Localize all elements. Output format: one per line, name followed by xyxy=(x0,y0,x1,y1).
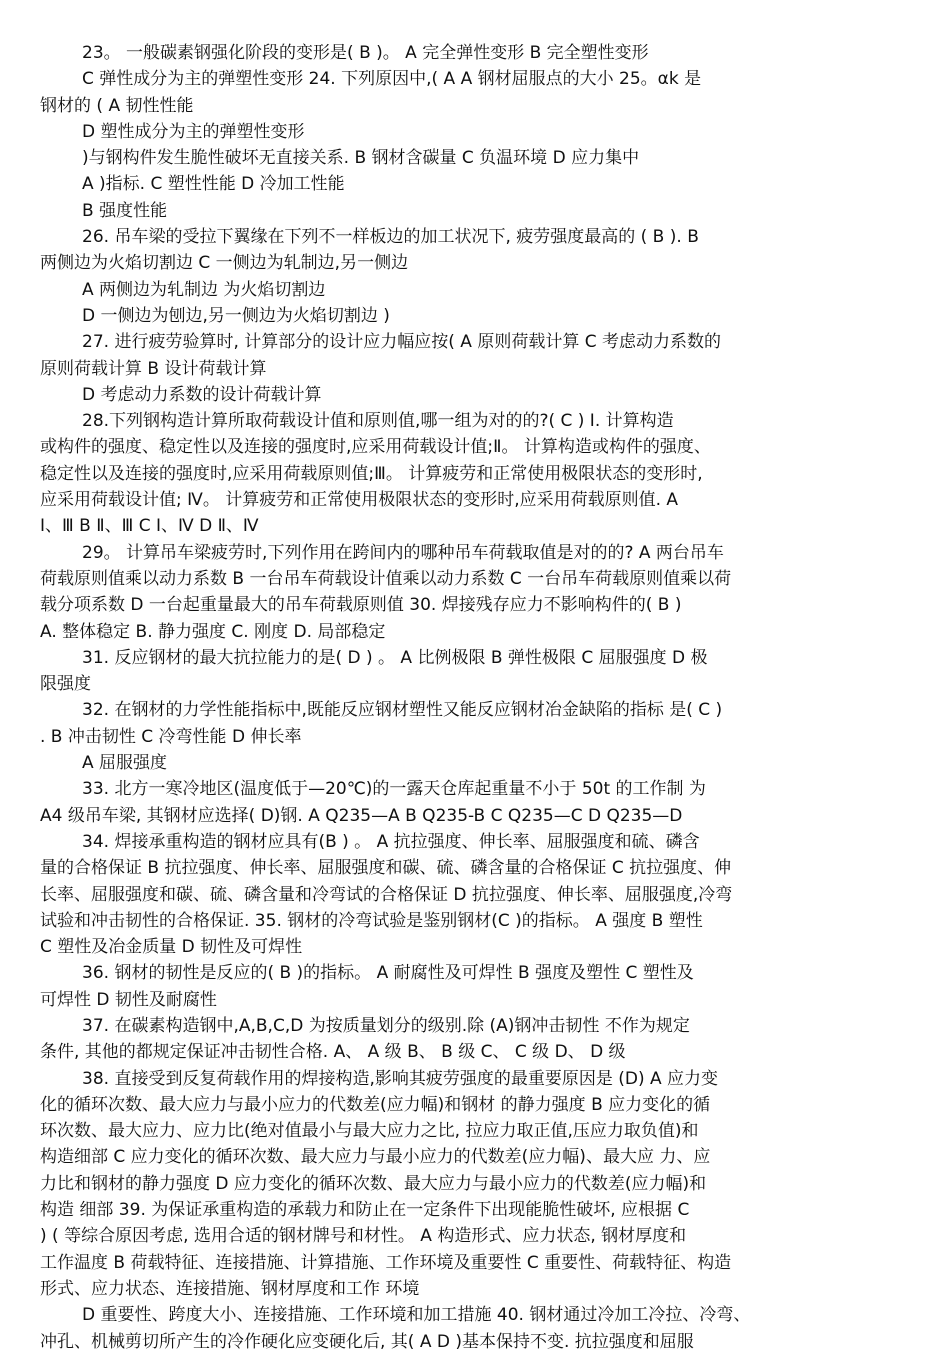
text-line: 钢材的 ( A 韧性性能 xyxy=(40,95,194,116)
text-line: 36. 钢材的韧性是反应的( B )的指标。 A 耐腐性及可焊性 B 强度及塑性 C 塑性及 xyxy=(82,963,694,984)
text-line: 原则荷载计算 B 设计荷载计算 xyxy=(40,358,267,379)
text-line: 32. 在钢材的力学性能指标中,既能反应钢材塑性又能反应钢材冶金缺陷的指标 是( C ) xyxy=(82,700,723,721)
text-line: 37. 在碳素构造钢中,A,B,C,D 为按质量划分的级别.除 (A)钢冲击韧性 不作为规定 xyxy=(82,1015,690,1036)
text-line: 化的循环次数、最大应力与最小应力的代数差(应力幅)和钢材 的静力强度 B 应力变化的循 xyxy=(40,1094,711,1115)
text-line: 29。 计算吊车梁疲劳时,下列作用在跨间内的哪种吊车荷载取值是对的的? A 两台吊车 xyxy=(82,542,724,563)
text-line: A 屈服强度 xyxy=(82,753,168,774)
text-line: 条件, 其他的都规定保证冲击韧性合格. A、 A 级 B、 B 级 C、 C 级 D、 D 级 xyxy=(40,1042,626,1063)
text-line: A )指标. C 塑性性能 D 冷加工性能 xyxy=(82,174,345,195)
text-line: D 一侧边为刨边,另一侧边为火焰切割边 ) xyxy=(82,305,390,326)
text-line: Ⅰ、Ⅲ B Ⅱ、Ⅲ C Ⅰ、Ⅳ D Ⅱ、Ⅳ xyxy=(40,516,259,537)
text-line: ) ( 等综合原因考虑, 选用合适的钢材牌号和材性。 A 构造形式、应力状态, 钢材厚度和 xyxy=(40,1226,687,1247)
text-line: A. 整体稳定 B. 静力强度 C. 刚度 D. 局部稳定 xyxy=(40,621,386,642)
text-line: C 塑性及冶金质量 D 韧性及可焊性 xyxy=(40,937,303,958)
text-line: 构造细部 C 应力变化的循环次数、最大应力与最小应力的代数差(应力幅)、最大应 力、应 xyxy=(40,1147,711,1168)
text-line: 应采用荷载设计值; Ⅳ。 计算疲劳和正常使用极限状态的变形时,应采用荷载原则值. A xyxy=(40,490,679,511)
text-line: 28.下列钢构造计算所取荷载设计值和原则值,哪一组为对的的?( C ) Ⅰ. 计算构造 xyxy=(82,411,674,432)
document-body xyxy=(40,40,900,1355)
text-line: 稳定性以及连接的强度时,应采用荷载原则值;Ⅲ。 计算疲劳和正常使用极限状态的变形时, xyxy=(40,463,703,484)
text-line: 载分项系数 D 一台起重量最大的吊车荷载原则值 30. 焊接残存应力不影响构件的( B ) xyxy=(40,595,682,616)
text-line: D 塑性成分为主的弹塑性变形 xyxy=(82,121,305,142)
text-line: 31. 反应钢材的最大抗拉能力的是( D ) 。 A 比例极限 B 弹性极限 C 屈服强度 D 极 xyxy=(82,647,708,668)
text-line: 26. 吊车梁的受拉下翼缘在下列不一样板边的加工状况下, 疲劳强度最高的 ( B ). B xyxy=(82,227,699,248)
text-line: 荷载原则值乘以动力系数 B 一台吊车荷载设计值乘以动力系数 C 一台吊车荷载原则值乘以荷 xyxy=(40,568,732,589)
text-line: 限强度 xyxy=(40,674,91,695)
text-line: 力比和钢材的静力强度 D 应力变化的循环次数、最大应力与最小应力的代数差(应力幅)和 xyxy=(40,1173,707,1194)
text-line: 工作温度 B 荷载特征、连接措施、计算措施、工作环境及重要性 C 重要性、荷载特征、构造 xyxy=(40,1252,732,1273)
text-line: 长率、屈服强度和碳、硫、磷含量和冷弯试的合格保证 D 抗拉强度、伸长率、屈服强度,冷弯 xyxy=(40,884,733,905)
text-line: 试验和冲击韧性的合格保证. 35. 钢材的冷弯试验是鉴别钢材(C )的指标。 A 强度 B 塑性 xyxy=(40,910,703,931)
text-line: 23。 一般碳素钢强化阶段的变形是( B )。 A 完全弹性变形 B 完全塑性变形 xyxy=(82,43,649,63)
text-line: 冲孔、机械剪切所产生的冷作硬化应变硬化后, 其( A D )基本保持不变. 抗拉强度和屈服 xyxy=(40,1331,694,1352)
text-line: 或构件的强度、稳定性以及连接的强度时,应采用荷载设计值;Ⅱ。 计算构造或构件的强度、 xyxy=(40,437,711,458)
text-line: B 强度性能 xyxy=(82,200,168,221)
text-line: 可焊性 D 韧性及耐腐性 xyxy=(40,989,217,1010)
text-line: D 重要性、跨度大小、连接措施、工作环境和加工措施 40. 钢材通过冷加工冷拉、冷弯、 xyxy=(82,1305,751,1326)
text-line: A 两侧边为轧制边 为火焰切割边 xyxy=(82,279,326,300)
text-line: A4 级吊车梁, 其钢材应选择( D)钢. A Q235—A B Q235-B C Q235—C D Q235—D xyxy=(40,805,683,826)
text-line: 33. 北方一寒冷地区(温度低于—20℃)的一露天仓库起重量不小于 50t 的工作制 为 xyxy=(82,779,706,800)
text-line: )与钢构件发生脆性破坏无直接关系. B 钢材含碳量 C 负温环境 D 应力集中 xyxy=(82,148,640,169)
text-line: 27. 进行疲劳验算时, 计算部分的设计应力幅应按( A 原则荷载计算 C 考虑动力系数的 xyxy=(82,332,721,353)
text-line: 环次数、最大应力、应力比(绝对值最小与最大应力之比, 拉应力取正值,压应力取负值)和 xyxy=(40,1121,699,1142)
text-line: . B 冲击韧性 C 冷弯性能 D 伸长率 xyxy=(40,726,302,747)
text-line: 两侧边为火焰切割边 C 一侧边为轧制边,另一侧边 xyxy=(40,253,409,274)
text-line: C 弹性成分为主的弹塑性变形 24. 下列原因中,( A A 钢材屈服点的大小 25。αk 是 xyxy=(82,69,702,90)
text-line: 34. 焊接承重构造的钢材应具有(B ) 。 A 抗拉强度、伸长率、屈服强度和硫、磷含 xyxy=(82,831,700,852)
text-line: 构造 细部 39. 为保证承重构造的承载力和防止在一定条件下出现能脆性破坏, 应根据 C xyxy=(40,1200,690,1221)
text-line: 38. 直接受到反复荷载作用的焊接构造,影响其疲劳强度的最重要原因是 (D) A 应力变 xyxy=(82,1068,719,1089)
text-line: 量的合格保证 B 抗拉强度、伸长率、屈服强度和碳、硫、磷含量的合格保证 C 抗拉强度、伸 xyxy=(40,858,732,879)
text-line: D 考虑动力系数的设计荷载计算 xyxy=(82,384,322,405)
text-line: 形式、应力状态、连接措施、钢材厚度和工作 环境 xyxy=(40,1278,420,1299)
